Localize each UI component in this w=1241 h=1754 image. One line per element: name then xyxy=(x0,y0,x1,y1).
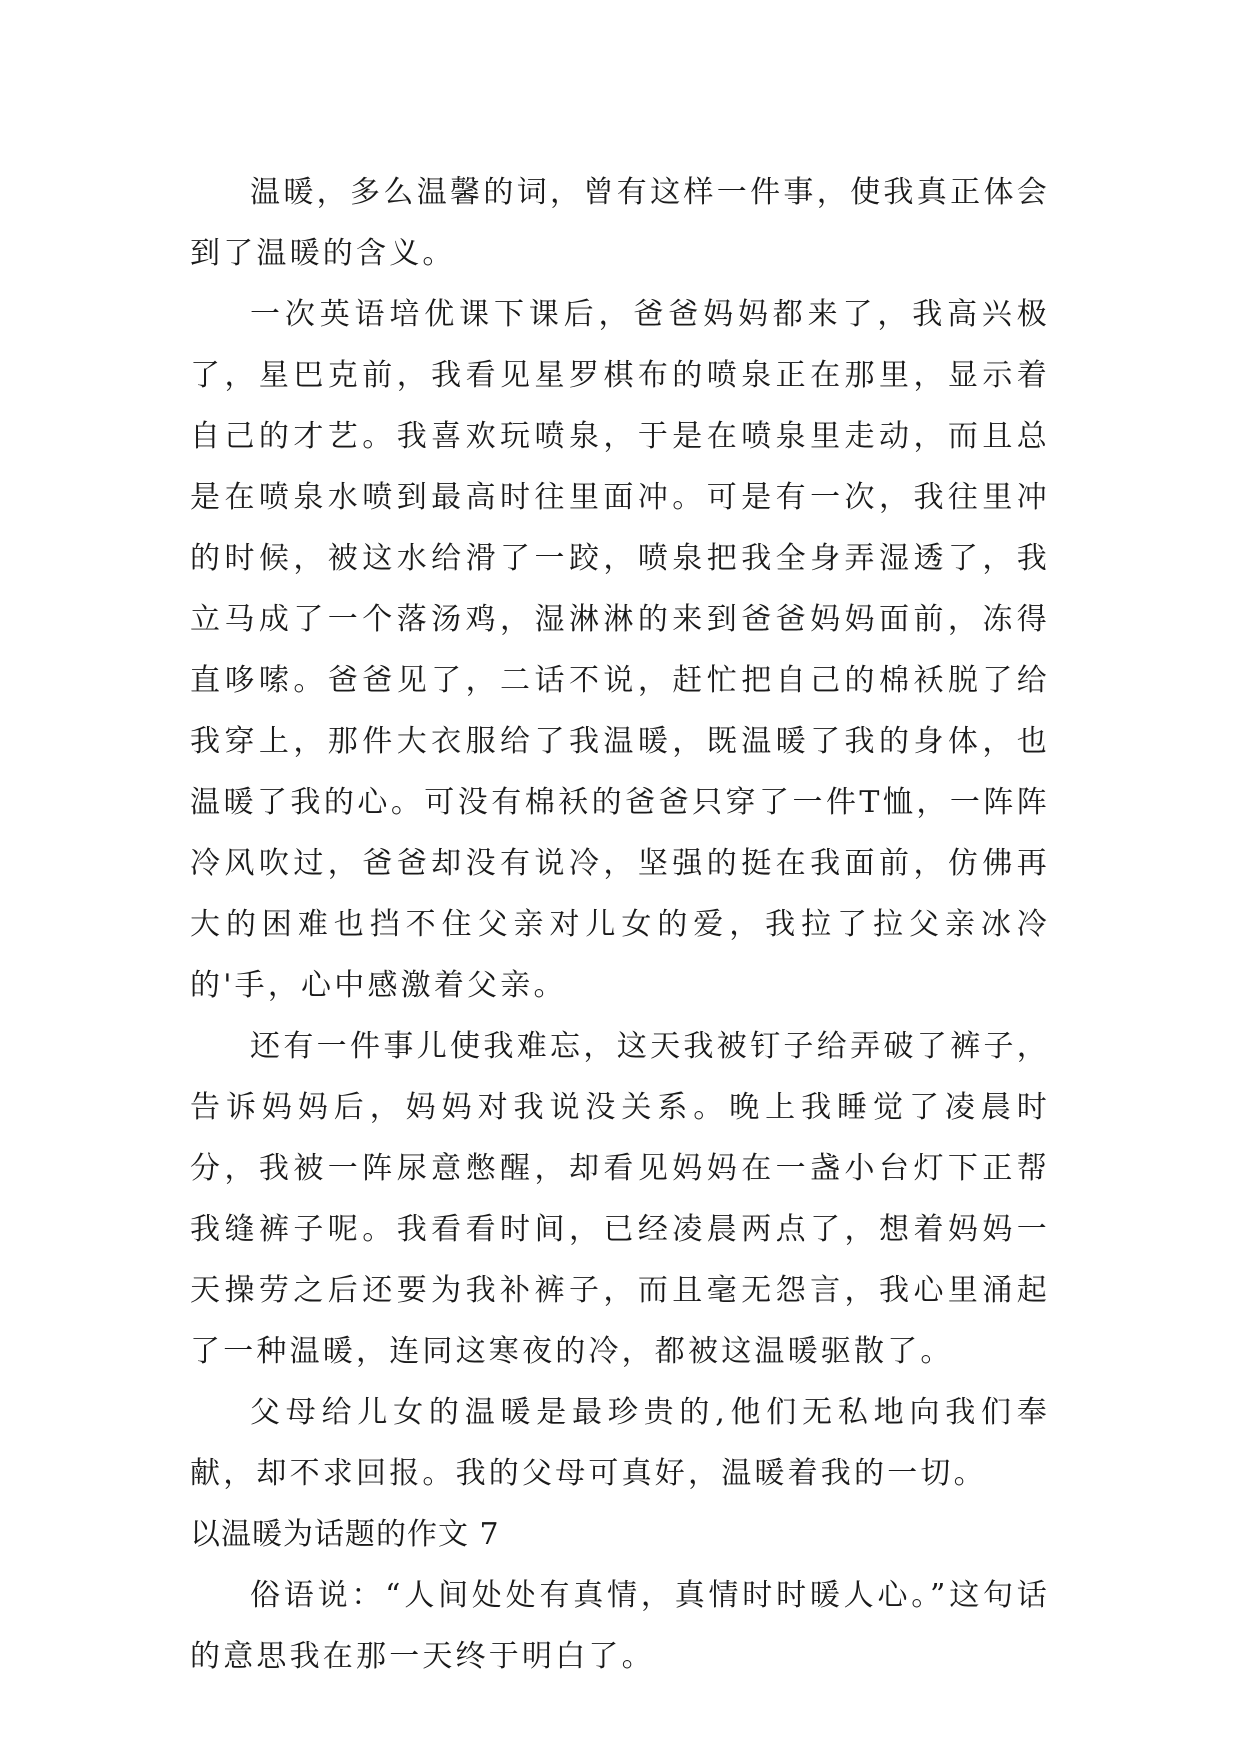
section-heading: 以温暖为话题的作文 7 xyxy=(190,1517,500,1552)
paragraph: 俗语说：“人间处处有真情，真情时时暖人心。”这句话的意思我在那一天终于明白了。 xyxy=(190,1578,1050,1674)
paragraph: 温暖，多么温馨的词，曾有这样一件事，使我真正体会到了温暖的含义。 xyxy=(190,175,1050,271)
paragraph: 父母给儿女的温暖是最珍贵的,他们无私地向我们奉献，却不求回报。我的父母可真好，温暖着我的一切。 xyxy=(190,1395,1050,1491)
document-body xyxy=(190,162,1050,1687)
paragraph: 一次英语培优课下课后，爸爸妈妈都来了，我高兴极了，星巴克前，我看见星罗棋布的喷泉正在那里，显示着自己的才艺。我喜欢玩喷泉，于是在喷泉里走动，而且总是在喷泉水喷到最高时往里面冲。可是有一次，我往里冲的时候，被这水给滑了一跤，喷泉把我全身弄湿透了，我立马成了一个落汤鸡，湿淋淋的来到爸爸妈妈面前，冻得直哆嗦。爸爸见了，二话不说，赶忙把自己的棉袄脱了给我穿上，那件大衣服给了我温暖，既温暖了我的身体，也温暖了我的心。可没有棉袄的爸爸只穿了一件T恤，一阵阵冷风吹过，爸爸却没有说冷，坚强的挺在我面前，仿佛再大的困难也挡不住父亲对儿女的爱，我拉了拉父亲冰冷的'手，心中感激着父亲。 xyxy=(190,297,1050,1003)
paragraph: 还有一件事儿使我难忘，这天我被钉子给弄破了裤子，告诉妈妈后，妈妈对我说没关系。晚上我睡觉了凌晨时分，我被一阵尿意憋醒，却看见妈妈在一盏小台灯下正帮我缝裤子呢。我看看时间，已经凌晨两点了，想着妈妈一天操劳之后还要为我补裤子，而且毫无怨言，我心里涌起了一种温暖，连同这寒夜的冷，都被这温暖驱散了。 xyxy=(190,1029,1050,1369)
